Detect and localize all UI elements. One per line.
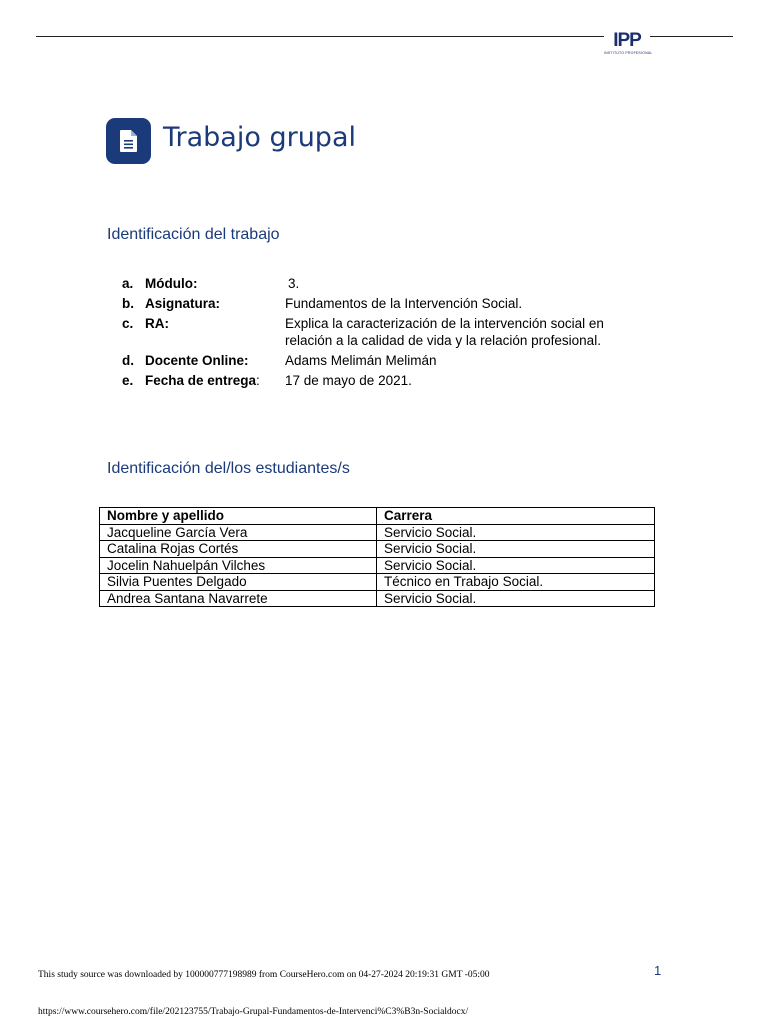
info-label: Asignatura: [145,296,221,312]
source-url[interactable]: https://www.coursehero.com/file/202123755/Trabajo-Grupal-Fundamentos-de-Intervenci%C3%B3n-Socialdocx/ [38,1007,469,1017]
info-label: RA: [145,316,169,332]
info-value: Explica la caracterización de la intervención social en relación a la calidad de vida y la relación profesional. [285,316,604,348]
info-letter: b. [122,296,134,312]
student-career: Servicio Social. [377,524,655,541]
info-value: 3. [288,276,300,291]
student-career: Servicio Social. [377,590,655,607]
column-header-name: Nombre y apellido [100,508,377,525]
logo-subtext: INSTITUTO PROFESIONAL [604,51,653,55]
download-source-note: This study source was downloaded by 100000777198989 from CourseHero.com on 04-27-2024 20:19:31 GMT -05:00 [38,970,490,980]
column-header-career: Carrera [377,508,655,525]
work-info-list [122,276,642,393]
info-label: Fecha de entrega: [145,372,260,388]
info-letter: d. [122,352,134,368]
info-row-fecha [122,373,642,390]
info-row-ra [122,316,642,349]
info-label: Módulo: [145,276,198,291]
students-table [99,507,655,607]
logo-mark: IPP [613,30,641,51]
info-row-asignatura [122,296,642,313]
info-letter: e. [122,372,134,388]
student-name: Catalina Rojas Cortés [100,541,377,558]
info-value: Fundamentos de la Intervención Social. [285,296,523,312]
page-number: 1 [654,963,662,978]
table-header-row [100,508,655,525]
info-label: Docente Online: [145,352,249,368]
work-identification-heading: Identificación del trabajo [107,226,280,243]
institution-logo [604,30,653,61]
table-row [100,557,655,574]
info-value: Adams Melimán Melimán [285,352,437,368]
info-row-modulo [122,276,642,293]
info-letter: c. [122,316,134,332]
student-name: Andrea Santana Navarrete [100,590,377,607]
student-career: Técnico en Trabajo Social. [377,574,655,591]
students-identification-heading: Identificación del/los estudiantes/s [107,460,350,477]
table-row [100,590,655,607]
table-row [100,574,655,591]
table-row [100,524,655,541]
info-value: 17 de mayo de 2021. [285,372,412,388]
student-name: Jacqueline García Vera [100,524,377,541]
document-icon [106,118,151,164]
student-career: Servicio Social. [377,541,655,558]
student-name: Jocelin Nahuelpán Vilches [100,557,377,574]
info-letter: a. [122,276,134,291]
student-name: Silvia Puentes Delgado [100,574,377,591]
info-row-docente [122,353,642,370]
page-title: Trabajo grupal [163,122,356,153]
student-career: Servicio Social. [377,557,655,574]
table-row [100,541,655,558]
